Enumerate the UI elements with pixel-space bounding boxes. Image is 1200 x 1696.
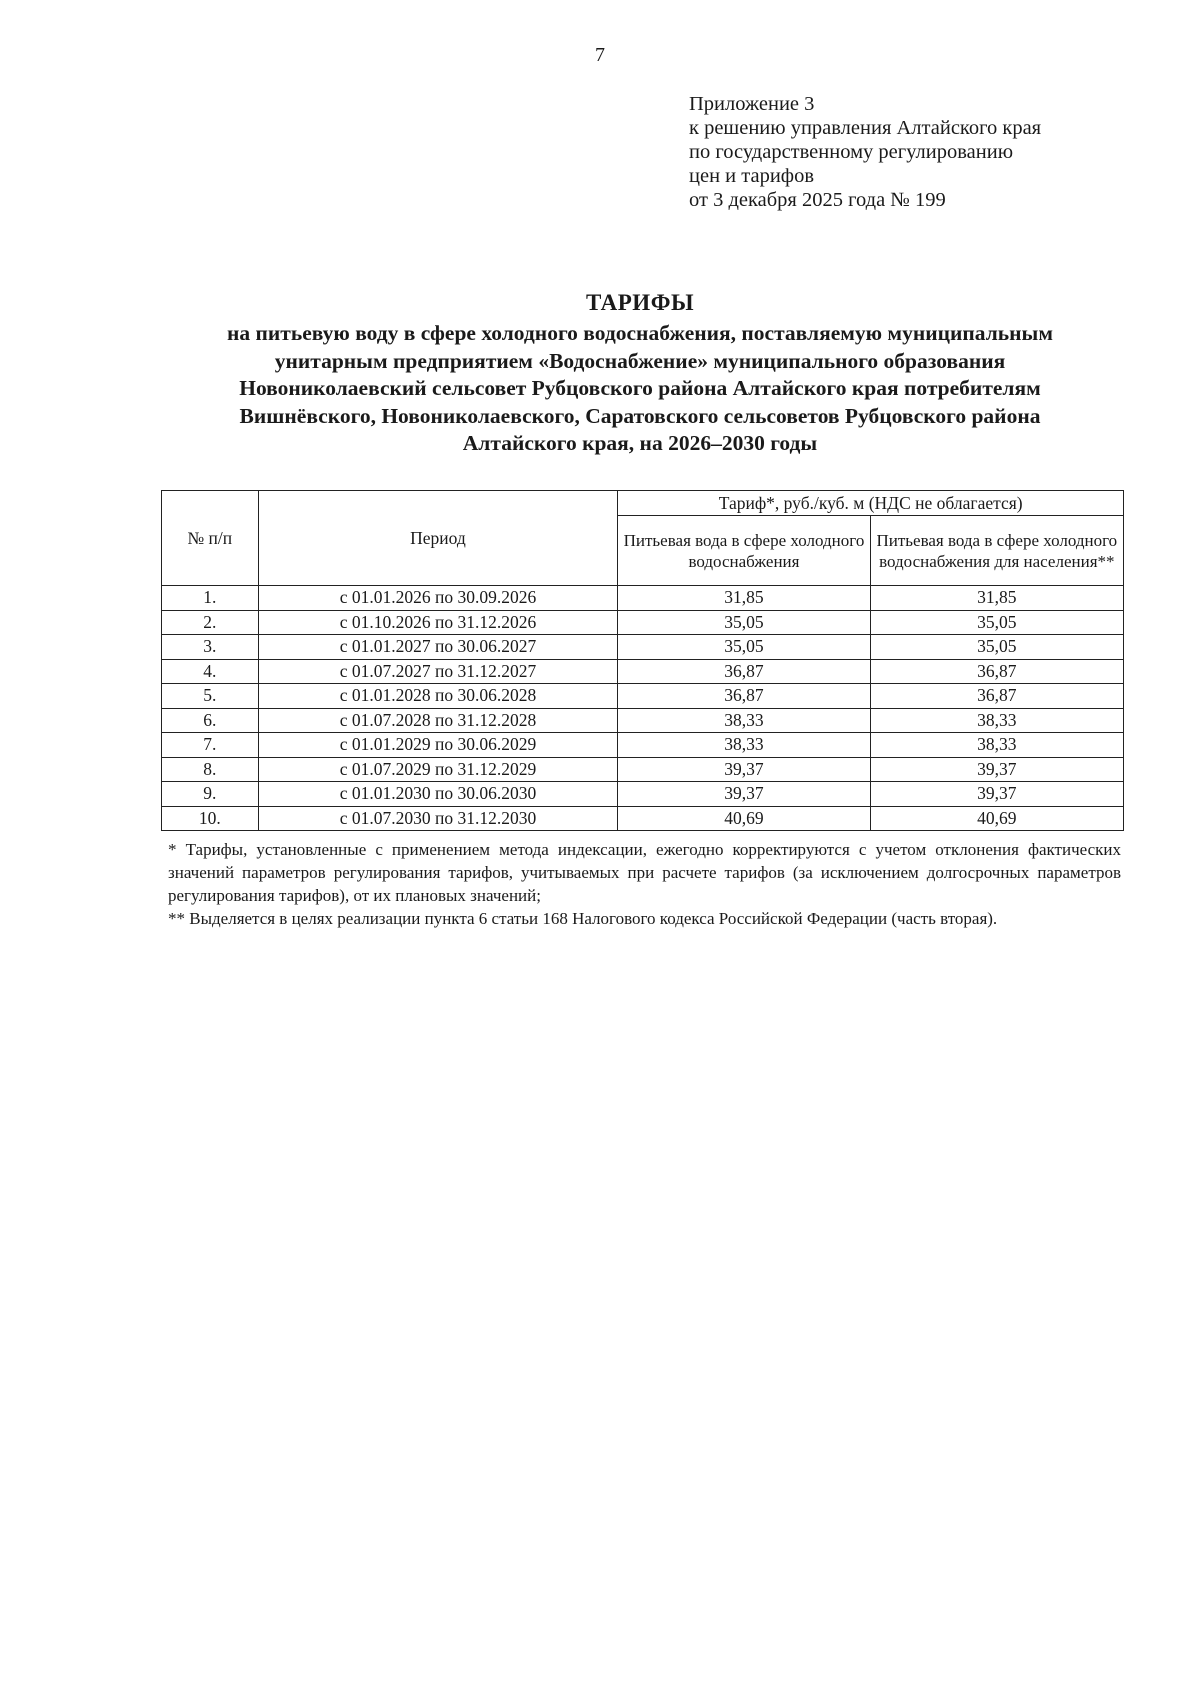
subtitle-line: Новониколаевский сельсовет Рубцовского района Алтайского края потребителям <box>239 376 1041 400</box>
footnote-2: ** Выделяется в целях реализации пункта 6 статьи 168 Налогового кодекса Российской Федерации (часть вторая). <box>168 909 998 928</box>
row-tariff-cell: 36,87 <box>618 684 870 709</box>
row-number-cell: 1. <box>162 586 259 611</box>
appendix-line: Приложение 3 <box>689 93 815 115</box>
row-period-cell: с 01.07.2029 по 31.12.2029 <box>258 757 618 782</box>
document-title: ТАРИФЫ <box>585 290 695 315</box>
row-number-cell: 7. <box>162 733 259 758</box>
row-tariff-cell: 38,33 <box>618 733 870 758</box>
row-tariff-population-cell: 36,87 <box>870 684 1123 709</box>
row-tariff-cell: 39,37 <box>618 757 870 782</box>
row-number-cell: 4. <box>162 659 259 684</box>
subtitle-line: Вишнёвского, Новониколаевского, Саратовского сельсоветов Рубцовского района <box>239 403 1041 428</box>
subtitle-line: унитарным предприятием «Водоснабжение» муниципального образования <box>274 348 1006 373</box>
row-number-cell: 2. <box>162 610 259 635</box>
row-tariff-population-cell: 40,69 <box>870 806 1123 831</box>
row-number-cell: 9. <box>162 782 259 807</box>
table-row <box>162 684 1124 709</box>
row-tariff-population-cell: 38,33 <box>870 733 1123 758</box>
row-number-cell: 6. <box>162 708 259 733</box>
row-tariff-population-cell: 36,87 <box>870 659 1123 684</box>
page-number: 7 <box>595 44 605 66</box>
row-number-cell: 8. <box>162 757 259 782</box>
table-row <box>162 733 1124 758</box>
row-tariff-cell: 35,05 <box>618 610 870 635</box>
row-period-cell: с 01.10.2026 по 31.12.2026 <box>258 610 618 635</box>
table-row <box>162 708 1124 733</box>
appendix-line: к решению управления Алтайского края <box>689 117 1042 139</box>
row-period-cell: с 01.01.2028 по 30.06.2028 <box>258 684 618 709</box>
table-row <box>162 635 1124 660</box>
header-cold-water: Питьевая вода в сфере холодного водоснабжения <box>618 516 870 586</box>
row-number-cell: 5. <box>162 684 259 709</box>
row-tariff-cell: 38,33 <box>618 708 870 733</box>
title-block <box>150 288 1130 458</box>
header-cold-water-population: Питьевая вода в сфере холодного водоснабжения для населения** <box>870 516 1123 586</box>
row-tariff-cell: 31,85 <box>618 586 870 611</box>
table-body <box>162 586 1124 831</box>
appendix-line: от 3 декабря 2025 года № 199 <box>689 189 946 211</box>
appendix-line: цен и тарифов <box>689 165 815 187</box>
row-tariff-population-cell: 31,85 <box>870 586 1123 611</box>
table-row <box>162 659 1124 684</box>
row-period-cell: с 01.01.2029 по 30.06.2029 <box>258 733 618 758</box>
row-period-cell: с 01.07.2027 по 31.12.2027 <box>258 659 618 684</box>
row-tariff-population-cell: 35,05 <box>870 635 1123 660</box>
row-period-cell: с 01.01.2030 по 30.06.2030 <box>258 782 618 807</box>
row-period-cell: с 01.07.2028 по 31.12.2028 <box>258 708 618 733</box>
row-tariff-population-cell: 39,37 <box>870 757 1123 782</box>
row-number-cell: 3. <box>162 635 259 660</box>
subtitle-line: Алтайского края, на 2026–2030 годы <box>462 431 818 455</box>
tariffs-table <box>161 490 1124 831</box>
row-number-cell: 10. <box>162 806 259 831</box>
header-tariff-group: Тариф*, руб./куб. м (НДС не облагается) <box>618 491 1124 516</box>
table-row <box>162 586 1124 611</box>
row-period-cell: с 01.07.2030 по 31.12.2030 <box>258 806 618 831</box>
row-period-cell: с 01.01.2026 по 30.09.2026 <box>258 586 618 611</box>
row-tariff-cell: 40,69 <box>618 806 870 831</box>
row-tariff-cell: 36,87 <box>618 659 870 684</box>
table-row <box>162 782 1124 807</box>
row-period-cell: с 01.01.2027 по 30.06.2027 <box>258 635 618 660</box>
table-row <box>162 610 1124 635</box>
footnotes <box>168 838 1121 930</box>
document-subtitle <box>150 320 1130 458</box>
row-tariff-population-cell: 39,37 <box>870 782 1123 807</box>
appendix-block <box>689 92 1041 212</box>
header-period: Период <box>258 491 618 586</box>
appendix-line: по государственному регулированию <box>689 141 1014 163</box>
table-row <box>162 757 1124 782</box>
row-tariff-population-cell: 35,05 <box>870 610 1123 635</box>
row-tariff-cell: 35,05 <box>618 635 870 660</box>
subtitle-line: на питьевую воду в сфере холодного водоснабжения, поставляемую муниципальным <box>227 321 1053 345</box>
row-tariff-cell: 39,37 <box>618 782 870 807</box>
row-tariff-population-cell: 38,33 <box>870 708 1123 733</box>
header-num: № п/п <box>162 491 259 586</box>
footnote-1: * Тарифы, установленные с применением метода индексации, ежегодно корректируются с учетом отклонения фактических значений параметров регулирования тарифов, учитываемых при расчете тарифов (за исключением долгосрочных параметров регулирования тарифов), от их плановых значений; <box>168 840 1121 905</box>
table-row <box>162 806 1124 831</box>
